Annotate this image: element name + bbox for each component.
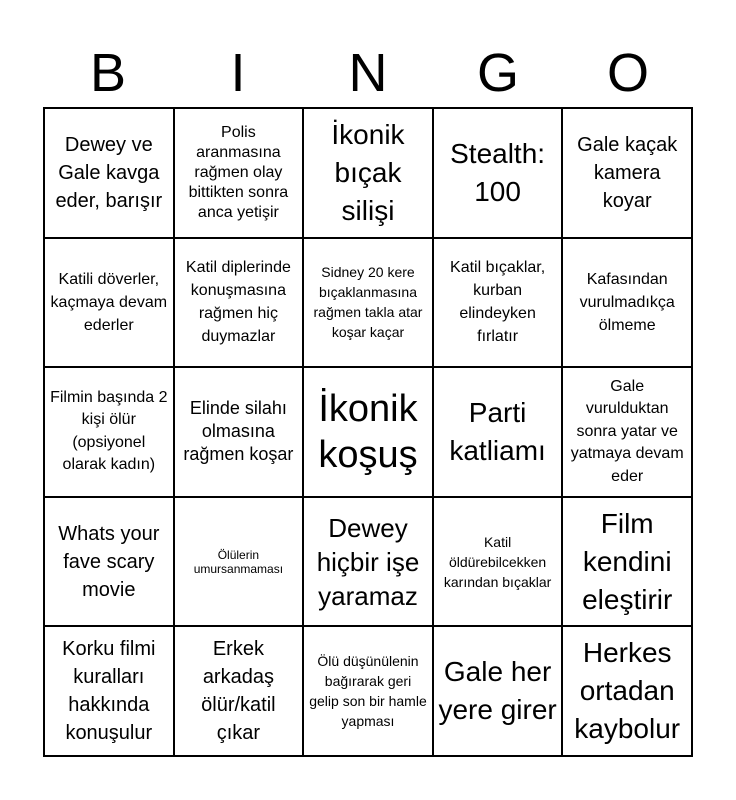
cell-text: Katili döverler, kaçmaya devam ederler xyxy=(50,270,168,334)
bingo-cell[interactable] xyxy=(44,626,174,756)
bingo-header xyxy=(43,40,693,106)
header-letter-n: N xyxy=(348,43,388,103)
bingo-cell[interactable] xyxy=(433,626,563,756)
cell-text: Filmin başında 2 kişi ölür (opsiyonel olarak kadın) xyxy=(50,388,168,474)
cell-text: İkonik koşuş xyxy=(318,387,418,476)
bingo-cell[interactable] xyxy=(44,497,174,627)
bingo-cell[interactable] xyxy=(562,626,692,756)
bingo-grid xyxy=(43,107,693,757)
cell-text: Ölü düşünülenin bağırarak geri gelip son bir hamle yapması xyxy=(309,653,427,730)
bingo-cell[interactable] xyxy=(433,367,563,497)
bingo-cell[interactable] xyxy=(303,497,433,627)
header-letter-o: O xyxy=(606,43,649,103)
bingo-cell[interactable] xyxy=(44,108,174,238)
bingo-cell[interactable] xyxy=(303,367,433,497)
cell-text: Gale kaçak kamera koyar xyxy=(577,133,678,212)
cell-text: Sidney 20 kere bıçaklanmasına rağmen takla atar koşar kaçar xyxy=(313,264,423,341)
header-letter-b: B xyxy=(89,43,127,103)
cell-text: Katil bıçaklar, kurban elindeyken fırlatır xyxy=(450,259,546,346)
bingo-cell[interactable] xyxy=(303,238,433,368)
bingo-cell[interactable] xyxy=(44,238,174,368)
cell-text: Gale vurulduktan sonra yatar ve yatmaya devam eder xyxy=(570,377,684,485)
bingo-cell[interactable] xyxy=(174,626,304,756)
cell-text: Katil öldürebilcekken karından bıçaklar xyxy=(443,533,552,590)
cell-text: Stealth: 100 xyxy=(450,137,546,207)
bingo-cell[interactable] xyxy=(562,497,692,627)
cell-text: Parti katliamı xyxy=(449,396,546,466)
cell-text: Ölülerin umursanmaması xyxy=(193,547,284,576)
cell-text: Kafasından vurulmadıkça ölmeme xyxy=(579,270,675,334)
header-letter-g: G xyxy=(476,43,519,103)
bingo-cell[interactable] xyxy=(433,108,563,238)
cell-text: Elinde silahı olmasına rağmen koşar xyxy=(183,398,294,465)
cell-text: Polis aranmasına rağmen olay bittikten sonra anca yetişir xyxy=(188,123,289,221)
cell-text: Korku filmi kuralları hakkında konuşulur xyxy=(62,638,156,745)
cell-text: Katil diplerinde konuşmasına rağmen hiç duymazlar xyxy=(185,259,291,346)
cell-text: Dewey hiçbir işe yaramaz xyxy=(316,512,420,611)
bingo-cell[interactable] xyxy=(303,108,433,238)
bingo-cell[interactable] xyxy=(433,497,563,627)
bingo-cell[interactable] xyxy=(562,367,692,497)
bingo-cell[interactable] xyxy=(433,238,563,368)
cell-text: Gale her yere girer xyxy=(438,656,557,726)
cell-text: İkonik bıçak silişi xyxy=(331,118,405,226)
cell-text: Dewey ve Gale kavga eder, barışır xyxy=(55,133,163,212)
cell-text: Herkes ortadan kaybolur xyxy=(574,637,681,745)
bingo-cell[interactable] xyxy=(174,108,304,238)
cell-text: Whats your fave scary movie xyxy=(58,522,160,601)
bingo-cell[interactable] xyxy=(562,108,692,238)
cell-text: Film kendini eleştirir xyxy=(582,507,673,615)
bingo-cell[interactable] xyxy=(174,497,304,627)
cell-text: Erkek arkadaş ölür/katil çıkar xyxy=(201,638,276,745)
bingo-cell[interactable] xyxy=(174,367,304,497)
bingo-cell[interactable] xyxy=(303,626,433,756)
bingo-cell[interactable] xyxy=(562,238,692,368)
bingo-cell[interactable] xyxy=(174,238,304,368)
bingo-cell[interactable] xyxy=(44,367,174,497)
header-letter-i: I xyxy=(230,43,246,103)
